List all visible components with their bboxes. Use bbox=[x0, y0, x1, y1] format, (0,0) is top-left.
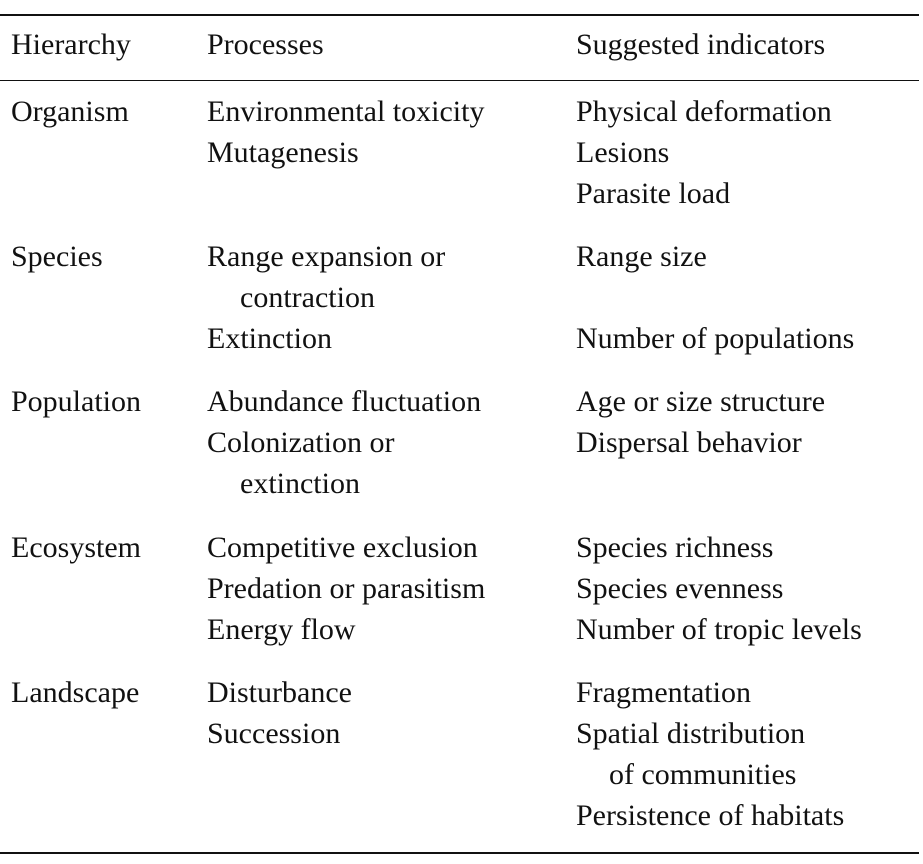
indicator-item: Spatial distribution bbox=[576, 717, 806, 750]
process-item: Environmental toxicity bbox=[207, 95, 485, 128]
hierarchy-cell: Ecosystem bbox=[11, 531, 141, 564]
table-header-rule bbox=[0, 80, 919, 81]
process-item: Disturbance bbox=[207, 676, 352, 709]
hierarchy-cell: Landscape bbox=[11, 676, 140, 709]
table-top-rule bbox=[0, 14, 919, 16]
indicator-item: Persistence of habitats bbox=[576, 799, 845, 832]
process-item: Competitive exclusion bbox=[207, 531, 478, 564]
hierarchy-cell: Population bbox=[11, 385, 142, 418]
process-item: Succession bbox=[207, 717, 341, 750]
indicator-item: Lesions bbox=[576, 136, 670, 169]
hierarchy-cell: Organism bbox=[11, 95, 129, 128]
process-item: Predation or parasitism bbox=[207, 572, 486, 605]
header-processes: Processes bbox=[207, 28, 324, 61]
indicator-item: Physical deformation bbox=[576, 95, 832, 128]
indicator-item: Number of tropic levels bbox=[576, 613, 862, 646]
header-indicators: Suggested indicators bbox=[576, 28, 826, 61]
indicator-item: Range size bbox=[576, 240, 707, 273]
indicator-item: Parasite load bbox=[576, 177, 731, 210]
process-item: Extinction bbox=[207, 322, 332, 355]
indicator-item: Dispersal behavior bbox=[576, 426, 802, 459]
hierarchy-cell: Species bbox=[11, 240, 103, 273]
process-item: Abundance fluctuation bbox=[207, 385, 482, 418]
process-item: Colonization or bbox=[207, 426, 395, 459]
header-hierarchy: Hierarchy bbox=[11, 28, 131, 61]
indicator-item: Age or size structure bbox=[576, 385, 826, 418]
indicator-item: Number of populations bbox=[576, 322, 855, 355]
process-item-continuation: contraction bbox=[240, 281, 375, 314]
indicator-item: Species richness bbox=[576, 531, 774, 564]
indicator-item: Fragmentation bbox=[576, 676, 751, 709]
indicator-item-continuation: of communities bbox=[609, 758, 797, 791]
process-item: Range expansion or bbox=[207, 240, 446, 273]
table-bottom-rule bbox=[0, 852, 919, 854]
process-item: Mutagenesis bbox=[207, 136, 359, 169]
process-item: Energy flow bbox=[207, 613, 356, 646]
process-item-continuation: extinction bbox=[240, 467, 360, 500]
indicator-item: Species evenness bbox=[576, 572, 784, 605]
